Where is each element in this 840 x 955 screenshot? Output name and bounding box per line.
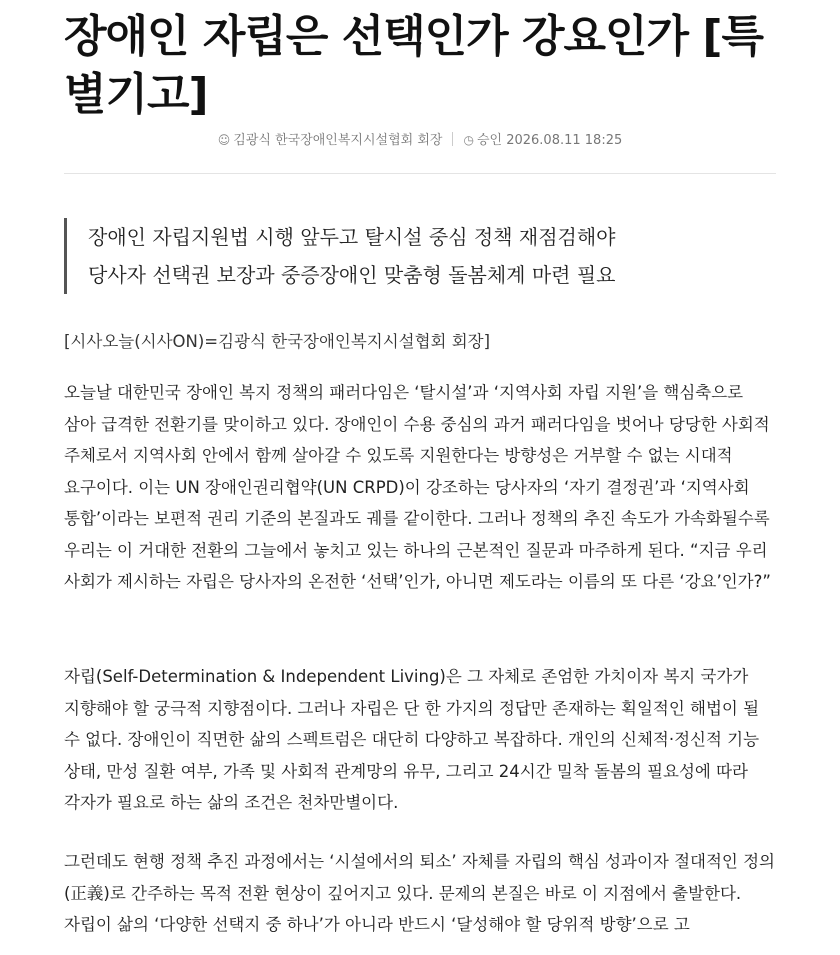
article-title: 장애인 자립은 선택인가 강요인가 [특별기고]: [64, 11, 763, 120]
approved-label: 승인: [476, 133, 503, 148]
header-divider: [64, 173, 776, 174]
meta-divider: [452, 132, 453, 146]
author-name[interactable]: 김광식 한국장애인복지시설협회 회장: [233, 133, 443, 148]
subheading-line: 장애인 자립지원법 시행 앞두고 탈시설 중심 정책 재점검해야: [88, 225, 616, 249]
article-subheading: [64, 218, 776, 294]
article-paragraph: 오늘날 대한민국 장애인 복지 정책의 패러다임은 ‘탈시설’과 ‘지역사회 자립 지원’을 핵심축으로 삼아 급격한 전환기를 맞이하고 있다. 장애인이 수용 중심의 과거 패러다임을 벗어나 당당한 사회적 주체로서 지역사회 안에서 함께 살아갈 수 있도록 지원한다는 방향성은 거부할 수 없는 시대적 요구이다. 이는 UN 장애인권리협약(UN CRPD)이 강조하는 당사자의 ‘자기 결정권’과 ‘지역사회 통합’이라는 보편적 권리 기준의 본질과도 궤를 같이한다. 그러나 정책의 추진 속도가 가속화될수록 우리는 이 거대한 전환의 그늘에서 놓치고 있는 하나의 근본적인 질문과 마주하게 된다. “지금 우리 사회가 제시하는 자립은 당사자의 온전한 ‘선택’인가, 아니면 제도라는 이름의 또 다른 ‘강요’인가?”: [64, 383, 771, 591]
article-meta: [0, 129, 840, 148]
approved-datetime: 2026.08.11 18:25: [506, 133, 623, 148]
article-byline: [시사오늘(시사ON)=김광식 한국장애인복지시설협회 회장]: [64, 332, 491, 351]
article-paragraph: 그런데도 현행 정책 추진 과정에서는 ‘시설에서의 퇴소’ 자체를 자립의 핵심 성과이자 절대적인 정의(正義)로 간주하는 목적 전환 현상이 깊어지고 있다. 문제의 본질은 바로 이 지점에서 출발한다. 자립이 삶의 ‘다양한 선택지 중 하나’가 아니라 반드시 ‘달성해야 할 당위적 방향’으로 고: [64, 852, 775, 934]
clock-icon: ◷: [463, 133, 474, 147]
user-icon: ☺: [217, 133, 231, 147]
subheading-line: 당사자 선택권 보장과 중증장애인 맞춤형 돌봄체계 마련 필요: [88, 263, 616, 287]
article-paragraph: 자립(Self-Determination & Independent Living)은 그 자체로 존엄한 가치이자 복지 국가가 지향해야 할 궁극적 지향점이다. 그러나 자립은 단 한 가지의 정답만 존재하는 획일적인 해법이 될 수 없다. 장애인이 직면한 삶의 스펙트럼은 대단히 다양하고 복잡하다. 개인의 신체적·정신적 기능 상태, 만성 질환 여부, 가족 및 사회적 관계망의 유무, 그리고 24시간 밀착 돌봄의 필요성에 따라 각자가 필요로 하는 삶의 조건은 천차만별이다.: [64, 667, 760, 812]
